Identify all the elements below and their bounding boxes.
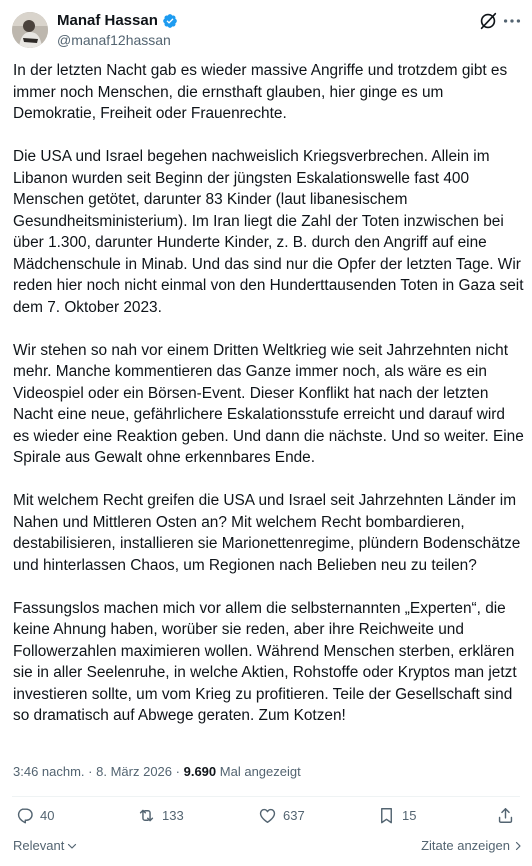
avatar[interactable] (12, 12, 48, 48)
tweet-time[interactable]: 3:46 nachm. (13, 764, 85, 779)
views-label: Mal angezeigt (219, 764, 301, 779)
meta-separator: · (88, 764, 93, 779)
repost-count: 133 (162, 808, 184, 823)
tweet-header (0, 0, 532, 56)
like-count: 637 (283, 808, 305, 823)
share-button[interactable] (496, 806, 515, 825)
like-button[interactable] (258, 806, 305, 825)
author-name-row[interactable] (57, 12, 178, 30)
grok-icon[interactable] (477, 10, 499, 32)
repost-icon (137, 806, 156, 825)
action-bar (0, 806, 532, 830)
tweet-paragraph: Mit welchem Recht greifen die USA und Israel seit Jahrzehnten Länder im Nahen und Mittleren Osten an? Mit welchem Recht bombardieren, destabilisieren, installieren sie Marionettenregime, plündern Bodenschätze und hinterlassen Chaos, um Regionen nach Belieben neu zu teilen? (13, 492, 521, 574)
tweet-paragraph: Wir stehen so nah vor einem Dritten Weltkrieg wie seit Jahrzehnten nicht mehr. Manche kommentieren das Ganze immer noch, als wäre es ein Videospiel oder ein Börsen-Event. Dieser Konflikt hat nach der letzten Nacht eine neue, gefährlichere Eskalationsstufe erreicht und darauf wird es wieder eine Reaktion geben. Und dann die nächste. Und so weiter. Eine Spirale aus Gewalt ohne erkennbares Ende. (13, 341, 524, 466)
author-handle[interactable]: @manaf12hassan (57, 32, 171, 48)
view-quotes-link[interactable] (421, 838, 524, 853)
avatar-image (12, 12, 48, 48)
author-name[interactable]: Manaf Hassan (57, 12, 158, 29)
chevron-right-icon (512, 840, 524, 852)
bookmark-icon (377, 806, 396, 825)
quotes-label: Zitate anzeigen (421, 838, 510, 853)
sort-dropdown[interactable] (13, 838, 78, 853)
replies-sort-row (0, 836, 532, 856)
verified-badge-icon (162, 13, 178, 29)
tweet-paragraph: In der letzten Nacht gab es wieder massive Angriffe und trotzdem gibt es immer noch Menschen, die ernsthaft glauben, hier ginge es um Demokratie, Freiheit oder Frauenrechte. (13, 62, 508, 122)
bookmark-count: 15 (402, 808, 417, 823)
chevron-down-icon (66, 840, 78, 852)
tweet-paragraph: Fassungslos machen mich vor allem die selbsternannten „Experten“, die keine Ahnung haben, worüber sie reden, aber ihre Reichweite und Followerzahlen maximieren wollen. Während Menschen sterben, erklären sie in aller Seelenruhe, in welche Aktien, Rohstoffe oder Kryptos man jetzt investieren sollte, um vom Krieg zu profitieren. Teile der Gesellschaft sind so dramatisch auf Abwege geraten. Zum Kotzen! (13, 599, 517, 724)
bookmark-button[interactable] (377, 806, 416, 825)
tweet-paragraph: Die USA und Israel begehen nachweislich Kriegsverbrechen. Allein im Libanon wurden seit Beginn der jüngsten Eskalationswelle fast 400 Menschen getötet, darunter 83 Kinder (laut libanesischem Gesundheitsministerium). Im Iran liegt die Zahl der Toten inzwischen bei über 1.300, darunter Hunderte Kinder, z. B. durch den Angriff auf eine Mädchenschule in Minab. Und das sind nur die Opfer der letzten Tage. Wir reden hier noch nicht einmal von den Hunderttausenden Toten in Gaza seit dem 7. Oktober 2023. (13, 148, 524, 316)
more-options-icon[interactable] (500, 10, 524, 32)
meta-separator: · (175, 764, 180, 779)
share-icon (496, 806, 515, 825)
sort-label: Relevant (13, 838, 65, 853)
divider (12, 796, 520, 797)
like-icon (258, 806, 277, 825)
reply-button[interactable] (15, 806, 54, 825)
views-count[interactable]: 9.690 (183, 764, 217, 779)
reply-count: 40 (40, 808, 55, 823)
tweet-date[interactable]: 8. März 2026 (96, 764, 173, 779)
reply-icon (15, 806, 34, 825)
tweet-text (13, 60, 525, 748)
repost-button[interactable] (137, 806, 184, 825)
tweet-meta (13, 763, 301, 781)
